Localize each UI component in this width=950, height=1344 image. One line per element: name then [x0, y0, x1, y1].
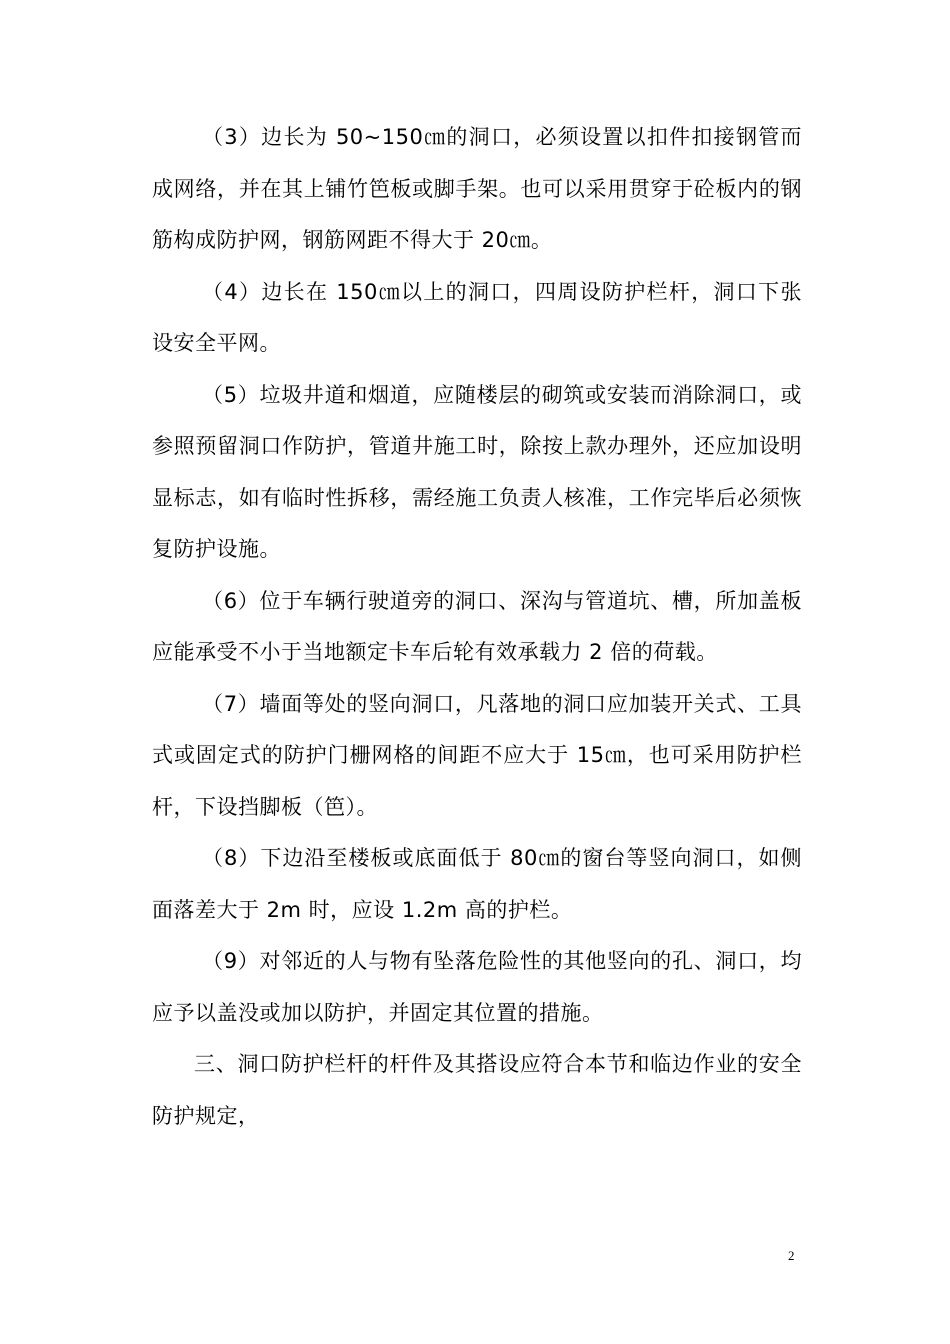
document-body [152, 112, 802, 1142]
paragraph-item-4: （4）边长在 150㎝以上的洞口，四周设防护栏杆，洞口下张设安全平网。 [152, 279, 802, 355]
paragraph-item-8: （8）下边沿至楼板或底面低于 80㎝的窗台等竖向洞口，如侧面落差大于 2m 时，应设 1.2m 高的护栏。 [152, 846, 802, 922]
page-number: 2 [788, 1248, 795, 1263]
paragraph-item-3: （3）边长为 50~150㎝的洞口，必须设置以扣件扣接钢管而成网络，并在其上铺竹笆板或脚手架。也可以采用贯穿于砼板内的钢筋构成防护网，钢筋网距不得大于 20㎝。 [152, 125, 802, 252]
paragraph-item-5: （5）垃圾井道和烟道，应随楼层的砌筑或安装而消除洞口，或参照预留洞口作防护，管道井施工时，除按上款办理外，还应加设明显标志，如有临时性拆移，需经施工负责人核准，工作完毕后必须恢复防护设施。 [152, 382, 802, 561]
section-three-paragraph: 三、洞口防护栏杆的杆件及其搭设应符合本节和临边作业的安全防护规定， [152, 1052, 802, 1128]
paragraph-item-6: （6）位于车辆行驶道旁的洞口、深沟与管道坑、槽，所加盖板应能承受不小于当地额定卡车后轮有效承载力 2 倍的荷载。 [152, 588, 802, 664]
paragraph-item-9: （9）对邻近的人与物有坠落危险性的其他竖向的孔、洞口，均应予以盖没或加以防护，并固定其位置的措施。 [152, 949, 802, 1025]
paragraph-item-7: （7）墙面等处的竖向洞口，凡落地的洞口应加装开关式、工具式或固定式的防护门栅网格的间距不应大于 15㎝，也可采用防护栏杆，下设挡脚板（笆）。 [152, 691, 802, 819]
